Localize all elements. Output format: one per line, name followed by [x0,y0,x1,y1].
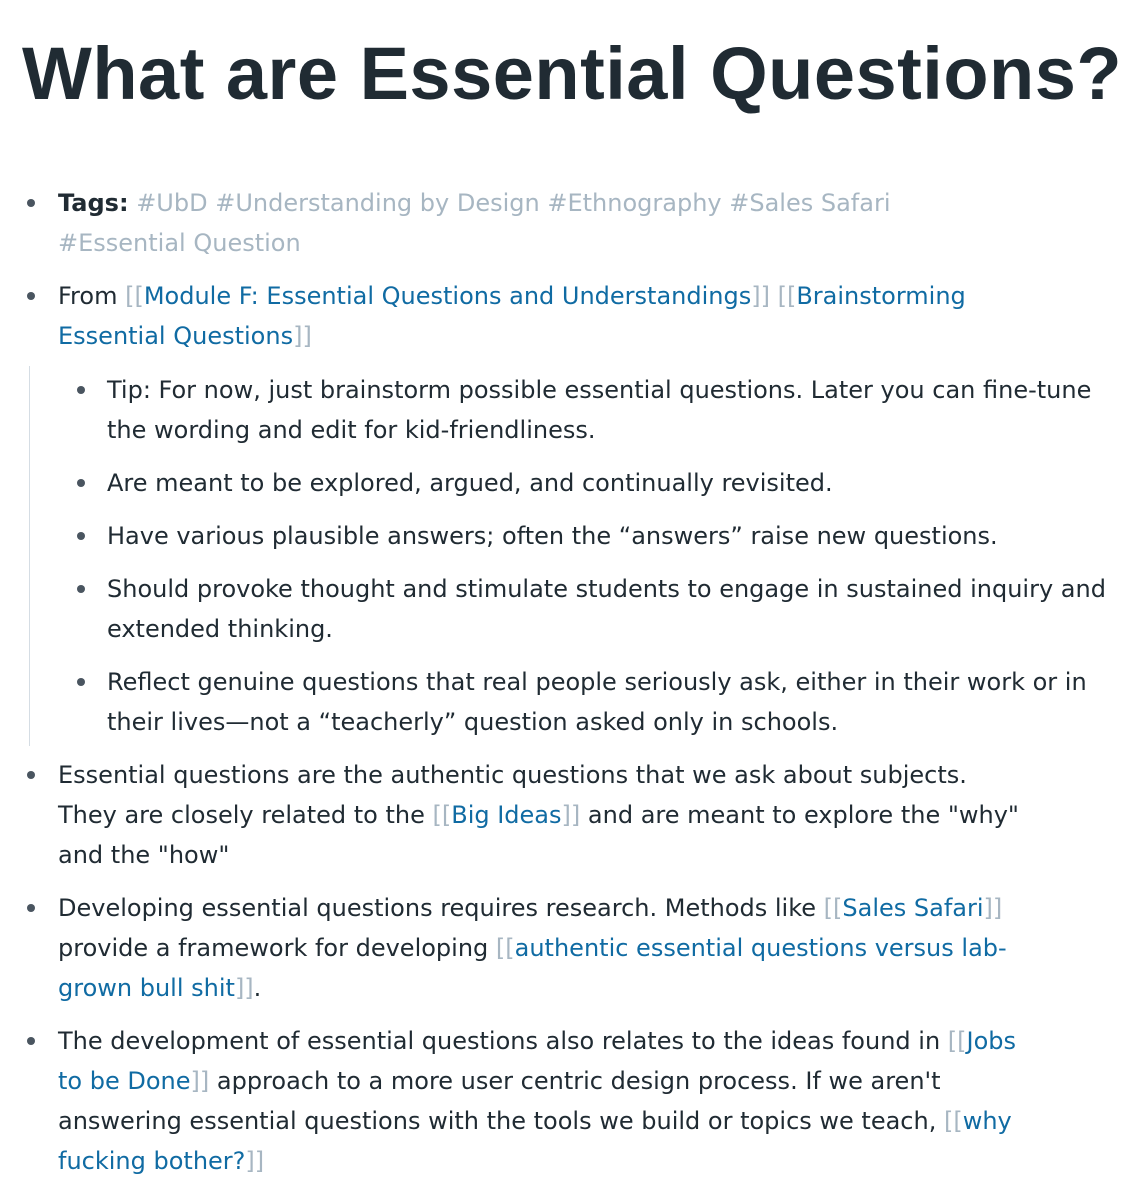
tag-link[interactable]: #Essential Question [58,229,301,257]
developing-text-after: . [253,974,262,1002]
bracket-open: [[ [495,934,515,962]
bracket-close: ]] [983,894,1003,922]
bullet[interactable] [27,292,35,300]
bracket-close: ]] [293,322,312,350]
bullet[interactable] [27,904,35,912]
tag-link[interactable]: #Ethnography [547,189,722,217]
bracket-open: [[ [777,282,797,310]
bracket-close: ]] [561,801,581,829]
block-from[interactable] [58,276,1048,356]
bracket-close: ]] [234,974,254,1002]
bracket-open: [[ [125,282,144,310]
child-block[interactable]: Should provoke thought and stimulate students to engage in sustained inquiry and extended thinking. [107,575,1106,643]
bracket-close: ]] [751,282,770,310]
page-link-jobs-to-be-done[interactable]: Jobs to be Done [58,1027,1017,1095]
children-guide-line [29,366,30,746]
page-link-brainstorming[interactable]: Brainstorming Essential Questions [58,282,966,350]
essential-text-before: Essential questions are the authentic questions that we ask about subjects. They are closely related to the [58,761,967,829]
bracket-close: ]] [190,1067,210,1095]
bullet[interactable] [27,771,35,779]
bullet[interactable] [27,199,35,207]
developing-text-middle: provide a framework for developing [58,934,489,962]
bullet[interactable] [77,479,85,487]
bullet[interactable] [77,386,85,394]
child-block[interactable]: Tip: For now, just brainstorm possible essential questions. Later you can fine-tune the wording and edit for kid-friendliness. [107,376,1092,444]
bullet[interactable] [77,585,85,593]
page-link-module-f[interactable]: Module F: Essential Questions and Understandings [143,282,752,310]
block-tags[interactable] [58,183,928,263]
from-prefix: From [58,282,118,310]
tag-link[interactable]: #Sales Safari [729,189,891,217]
child-block[interactable]: Have various plausible answers; often the “answers” raise new questions. [107,522,998,550]
tags-label: Tags: [58,189,129,217]
child-block[interactable]: Reflect genuine questions that real people seriously ask, either in their work or in their lives—not a “teacherly” question asked only in schools. [107,668,1087,736]
page-link-sales-safari[interactable]: Sales Safari [842,894,984,922]
bracket-open: [[ [947,1027,967,1055]
developing-text-before: Developing essential questions requires research. Methods like [58,894,817,922]
bracket-open: [[ [823,894,843,922]
development-text-middle: approach to a more user centric design process. If we aren't answering essential questions with the tools we build or topics we teach, [58,1067,941,1135]
page-title[interactable]: What are Essential Questions? [22,32,1122,115]
bullet[interactable] [77,532,85,540]
child-block[interactable]: Are meant to be explored, argued, and continually revisited. [107,469,833,497]
page-link-big-ideas[interactable]: Big Ideas [451,801,562,829]
tag-link[interactable]: #UbD [136,189,208,217]
essential-text-after: and are meant to explore the "why" and the "how" [58,801,1019,869]
bracket-open: [[ [432,801,452,829]
bracket-open: [[ [943,1107,963,1135]
bullet[interactable] [27,1037,35,1045]
bracket-close: ]] [245,1147,265,1175]
tag-link[interactable]: #Understanding by Design [215,189,540,217]
block-developing[interactable] [58,888,1048,1008]
block-essential[interactable] [58,755,1028,875]
page-link-why-bother[interactable]: why fucking bother? [58,1107,1012,1175]
bullet[interactable] [77,678,85,686]
development-text-before: The development of essential questions also relates to the ideas found in [58,1027,941,1055]
block-development[interactable] [58,1021,1038,1181]
page-link-authentic-essential-questions[interactable]: authentic essential questions versus lab-grown bull shit [58,934,1007,1002]
